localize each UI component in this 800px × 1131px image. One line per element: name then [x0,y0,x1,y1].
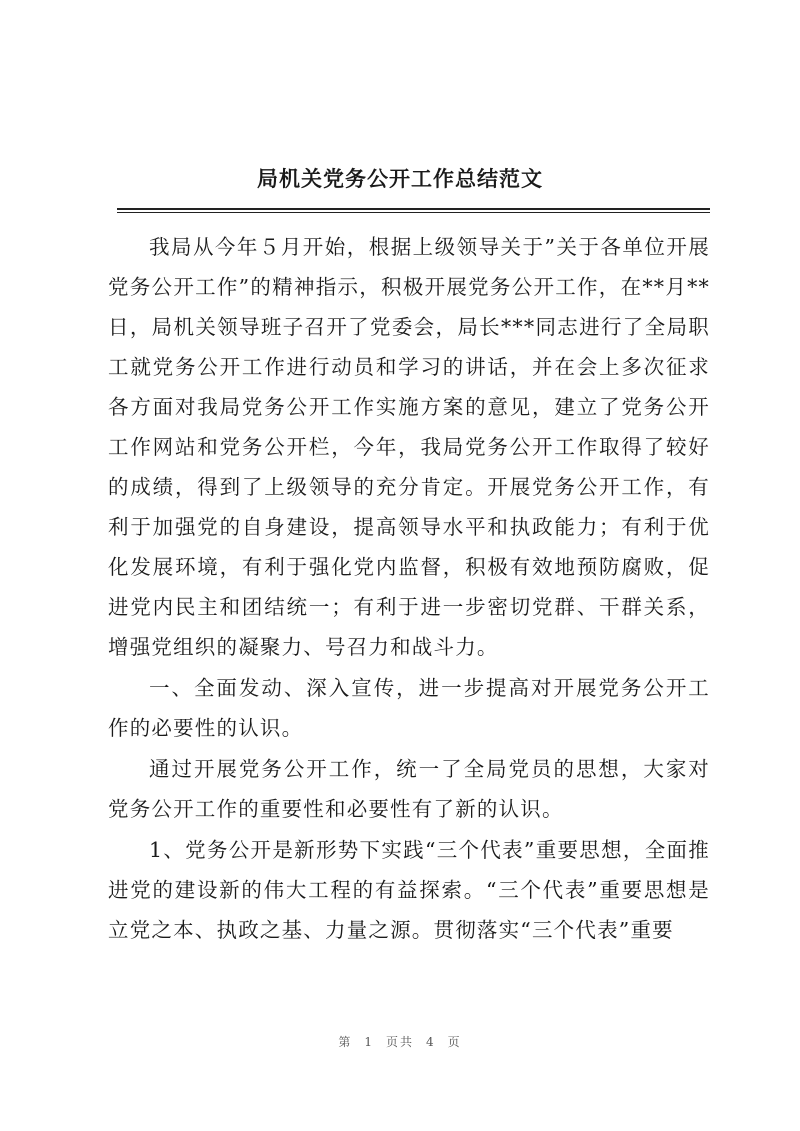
footer-middle: 页共 [385,1035,414,1049]
footer-prefix: 第 [338,1035,353,1049]
title-divider [117,208,710,213]
paragraph-section-heading: 一、全面发动、深入宣传，进一步提高对开展党务公开工作的必要性的认识。 [108,676,710,740]
paragraph-section-body: 通过开展党务公开工作，统一了全局党员的思想，大家对党务公开工作的重要性和必要性有了新的认识。 [108,757,710,821]
paragraph-point-1: 1、党务公开是新形势下实践“三个代表”重要思想，全面推进党的建设新的伟大工程的有益探索。“三个代表”重要思想是立党之本、执政之基、力量之源。贯彻落实“三个代表”重要 [108,838,710,942]
footer-suffix: 页 [447,1035,462,1049]
document-body [108,227,710,951]
paragraph-intro: 我局从今年５月开始，根据上级领导关于”关于各单位开展党务公开工作”的精神指示，积极开展党务公开工作，在**月**日，局机关领导班子召开了党委会，局长***同志进行了全局职工就党务公开工作进行动员和学习的讲话，并在会上多次征求各方面对我局党务公开工作实施方案的意见，建立了党务公开工作网站和党务公开栏，今年，我局党务公开工作取得了较好的成绩，得到了上级领导的充分肯定。开展党务公开工作，有利于加强党的自身建设，提高领导水平和执政能力；有利于优化发展环境，有利于强化党内监督，积极有效地预防腐败，促进党内民主和团结统一；有利于进一步密切党群、干群关系，增强党组织的凝聚力、号召力和战斗力。 [108,235,710,659]
page-footer [0,1033,800,1050]
footer-page-number: 1 [364,1035,374,1049]
footer-total-pages: 4 [426,1035,436,1049]
page-title: 局机关党务公开工作总结范文 [257,166,543,191]
